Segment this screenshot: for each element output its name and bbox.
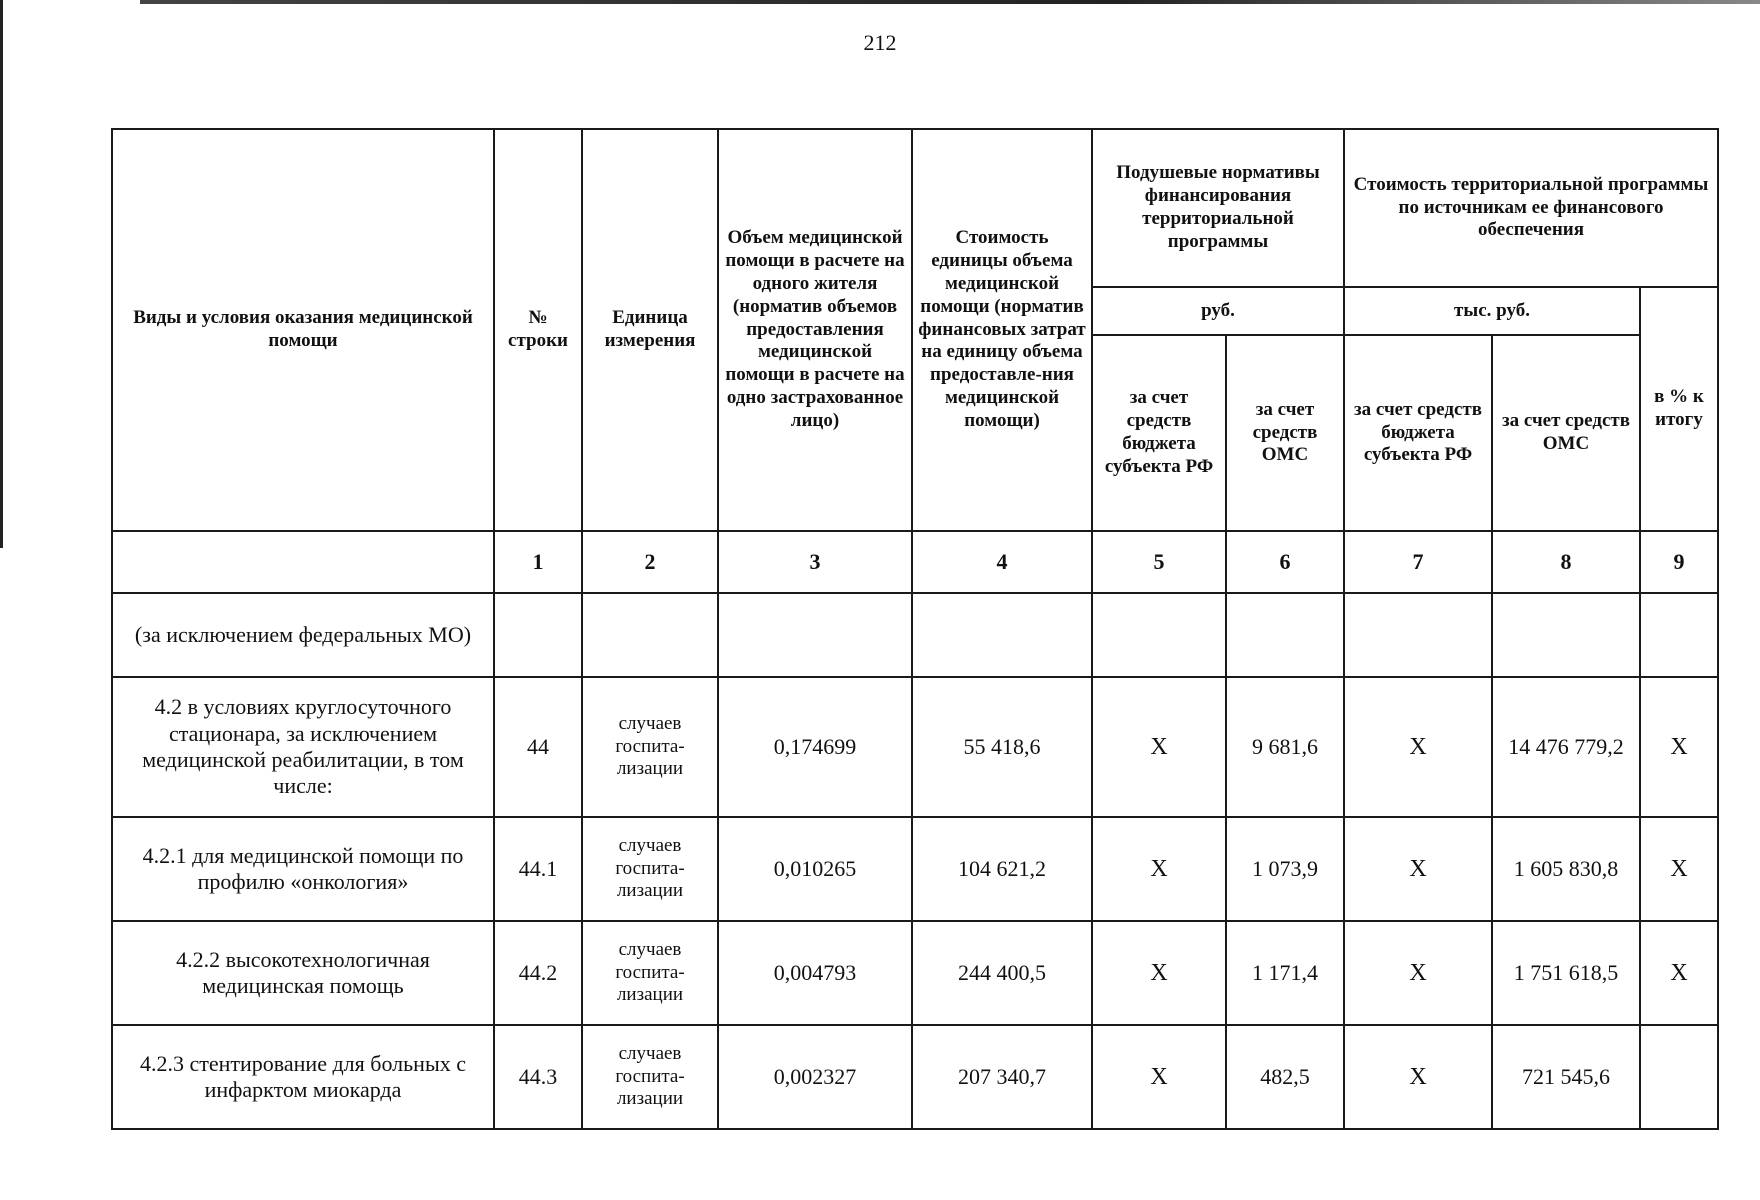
row-number: 44 bbox=[494, 677, 582, 817]
row-percent: X bbox=[1640, 677, 1718, 817]
column-number: 5 bbox=[1092, 531, 1226, 593]
header-percent: в % к итогу bbox=[1640, 287, 1718, 531]
row-budget-cost: X bbox=[1344, 677, 1492, 817]
row-unit: случаев госпита-лизации bbox=[582, 921, 718, 1025]
row-oms-cost: 14 476 779,2 bbox=[1492, 677, 1640, 817]
header-oms-per-capita: за счет средств ОМС bbox=[1226, 335, 1344, 531]
row-cost-unit: 207 340,7 bbox=[912, 1025, 1092, 1129]
row-unit: случаев госпита-лизации bbox=[582, 1025, 718, 1129]
row-volume: 0,004793 bbox=[718, 921, 912, 1025]
top-edge-rule bbox=[140, 0, 1760, 4]
column-number: 6 bbox=[1226, 531, 1344, 593]
row-oms-cost: 1 605 830,8 bbox=[1492, 817, 1640, 921]
row-volume: 0,002327 bbox=[718, 1025, 912, 1129]
row-budget-per-capita: X bbox=[1092, 677, 1226, 817]
row-percent bbox=[1640, 1025, 1718, 1129]
row-percent: X bbox=[1640, 921, 1718, 1025]
column-number-blank bbox=[112, 531, 494, 593]
row-number: 44.2 bbox=[494, 921, 582, 1025]
table-row bbox=[112, 921, 1718, 1025]
row-unit bbox=[582, 593, 718, 677]
row-oms-per-capita: 1 073,9 bbox=[1226, 817, 1344, 921]
row-volume: 0,010265 bbox=[718, 817, 912, 921]
table-row bbox=[112, 677, 1718, 817]
page-number: 212 bbox=[863, 30, 897, 55]
header-program-cost-group: Стоимость территориальной программы по источникам ее финансового обеспечения bbox=[1344, 129, 1718, 287]
column-number: 9 bbox=[1640, 531, 1718, 593]
header-budget-cost: за счет средств бюджета субъекта РФ bbox=[1344, 335, 1492, 531]
column-number: 8 bbox=[1492, 531, 1640, 593]
row-budget-cost: X bbox=[1344, 817, 1492, 921]
row-name: 4.2.2 высокотехнологичная медицинская помощь bbox=[112, 921, 494, 1025]
row-cost-unit: 244 400,5 bbox=[912, 921, 1092, 1025]
row-oms-cost bbox=[1492, 593, 1640, 677]
row-budget-per-capita: X bbox=[1092, 921, 1226, 1025]
header-volume: Объем медицинской помощи в расчете на одного жителя (норматив объемов предоставления медицинской помощи в расчете на одно застрахованное лицо) bbox=[718, 129, 912, 531]
header-unit-rub: руб. bbox=[1092, 287, 1344, 335]
row-oms-cost: 1 751 618,5 bbox=[1492, 921, 1640, 1025]
row-unit: случаев госпита-лизации bbox=[582, 677, 718, 817]
row-oms-per-capita: 1 171,4 bbox=[1226, 921, 1344, 1025]
row-volume bbox=[718, 593, 912, 677]
row-cost-unit bbox=[912, 593, 1092, 677]
header-kind: Виды и условия оказания медицинской помощи bbox=[112, 129, 494, 531]
column-number-row bbox=[112, 531, 1718, 593]
header-per-capita-group: Подушевые нормативы финансирования территориальной программы bbox=[1092, 129, 1344, 287]
row-number: 44.3 bbox=[494, 1025, 582, 1129]
row-oms-per-capita: 482,5 bbox=[1226, 1025, 1344, 1129]
row-name: 4.2 в условиях круглосуточного стационара, за исключением медицинской реабилитации, в том числе: bbox=[112, 677, 494, 817]
row-name: (за исключением федеральных МО) bbox=[112, 593, 494, 677]
header-row-no: № строки bbox=[494, 129, 582, 531]
row-budget-per-capita: X bbox=[1092, 817, 1226, 921]
row-oms-cost: 721 545,6 bbox=[1492, 1025, 1640, 1129]
table-row bbox=[112, 817, 1718, 921]
row-percent bbox=[1640, 593, 1718, 677]
header-unit: Единица измерения bbox=[582, 129, 718, 531]
column-number: 7 bbox=[1344, 531, 1492, 593]
row-number bbox=[494, 593, 582, 677]
header-budget-per-capita: за счет средств бюджета субъекта РФ bbox=[1092, 335, 1226, 531]
row-budget-cost: X bbox=[1344, 1025, 1492, 1129]
column-number: 3 bbox=[718, 531, 912, 593]
header-oms-cost: за счет средств ОМС bbox=[1492, 335, 1640, 531]
row-oms-per-capita bbox=[1226, 593, 1344, 677]
column-number: 1 bbox=[494, 531, 582, 593]
row-cost-unit: 104 621,2 bbox=[912, 817, 1092, 921]
row-cost-unit: 55 418,6 bbox=[912, 677, 1092, 817]
row-number: 44.1 bbox=[494, 817, 582, 921]
left-edge-rule bbox=[0, 0, 3, 548]
column-number: 2 bbox=[582, 531, 718, 593]
financing-table bbox=[111, 128, 1719, 1130]
table-row bbox=[112, 1025, 1718, 1129]
row-budget-per-capita: X bbox=[1092, 1025, 1226, 1129]
row-percent: X bbox=[1640, 817, 1718, 921]
header-unit-thousand-rub: тыс. руб. bbox=[1344, 287, 1640, 335]
row-budget-cost: X bbox=[1344, 921, 1492, 1025]
row-name: 4.2.3 стентирование для больных с инфарктом миокарда bbox=[112, 1025, 494, 1129]
table-row bbox=[112, 593, 1718, 677]
header-cost-unit: Стоимость единицы объема медицинской помощи (норматив финансовых затрат на единицу объема предоставле-ния медицинской помощи) bbox=[912, 129, 1092, 531]
row-volume: 0,174699 bbox=[718, 677, 912, 817]
row-oms-per-capita: 9 681,6 bbox=[1226, 677, 1344, 817]
row-unit: случаев госпита-лизации bbox=[582, 817, 718, 921]
row-budget-cost bbox=[1344, 593, 1492, 677]
row-name: 4.2.1 для медицинской помощи по профилю «онкология» bbox=[112, 817, 494, 921]
column-number: 4 bbox=[912, 531, 1092, 593]
row-budget-per-capita bbox=[1092, 593, 1226, 677]
